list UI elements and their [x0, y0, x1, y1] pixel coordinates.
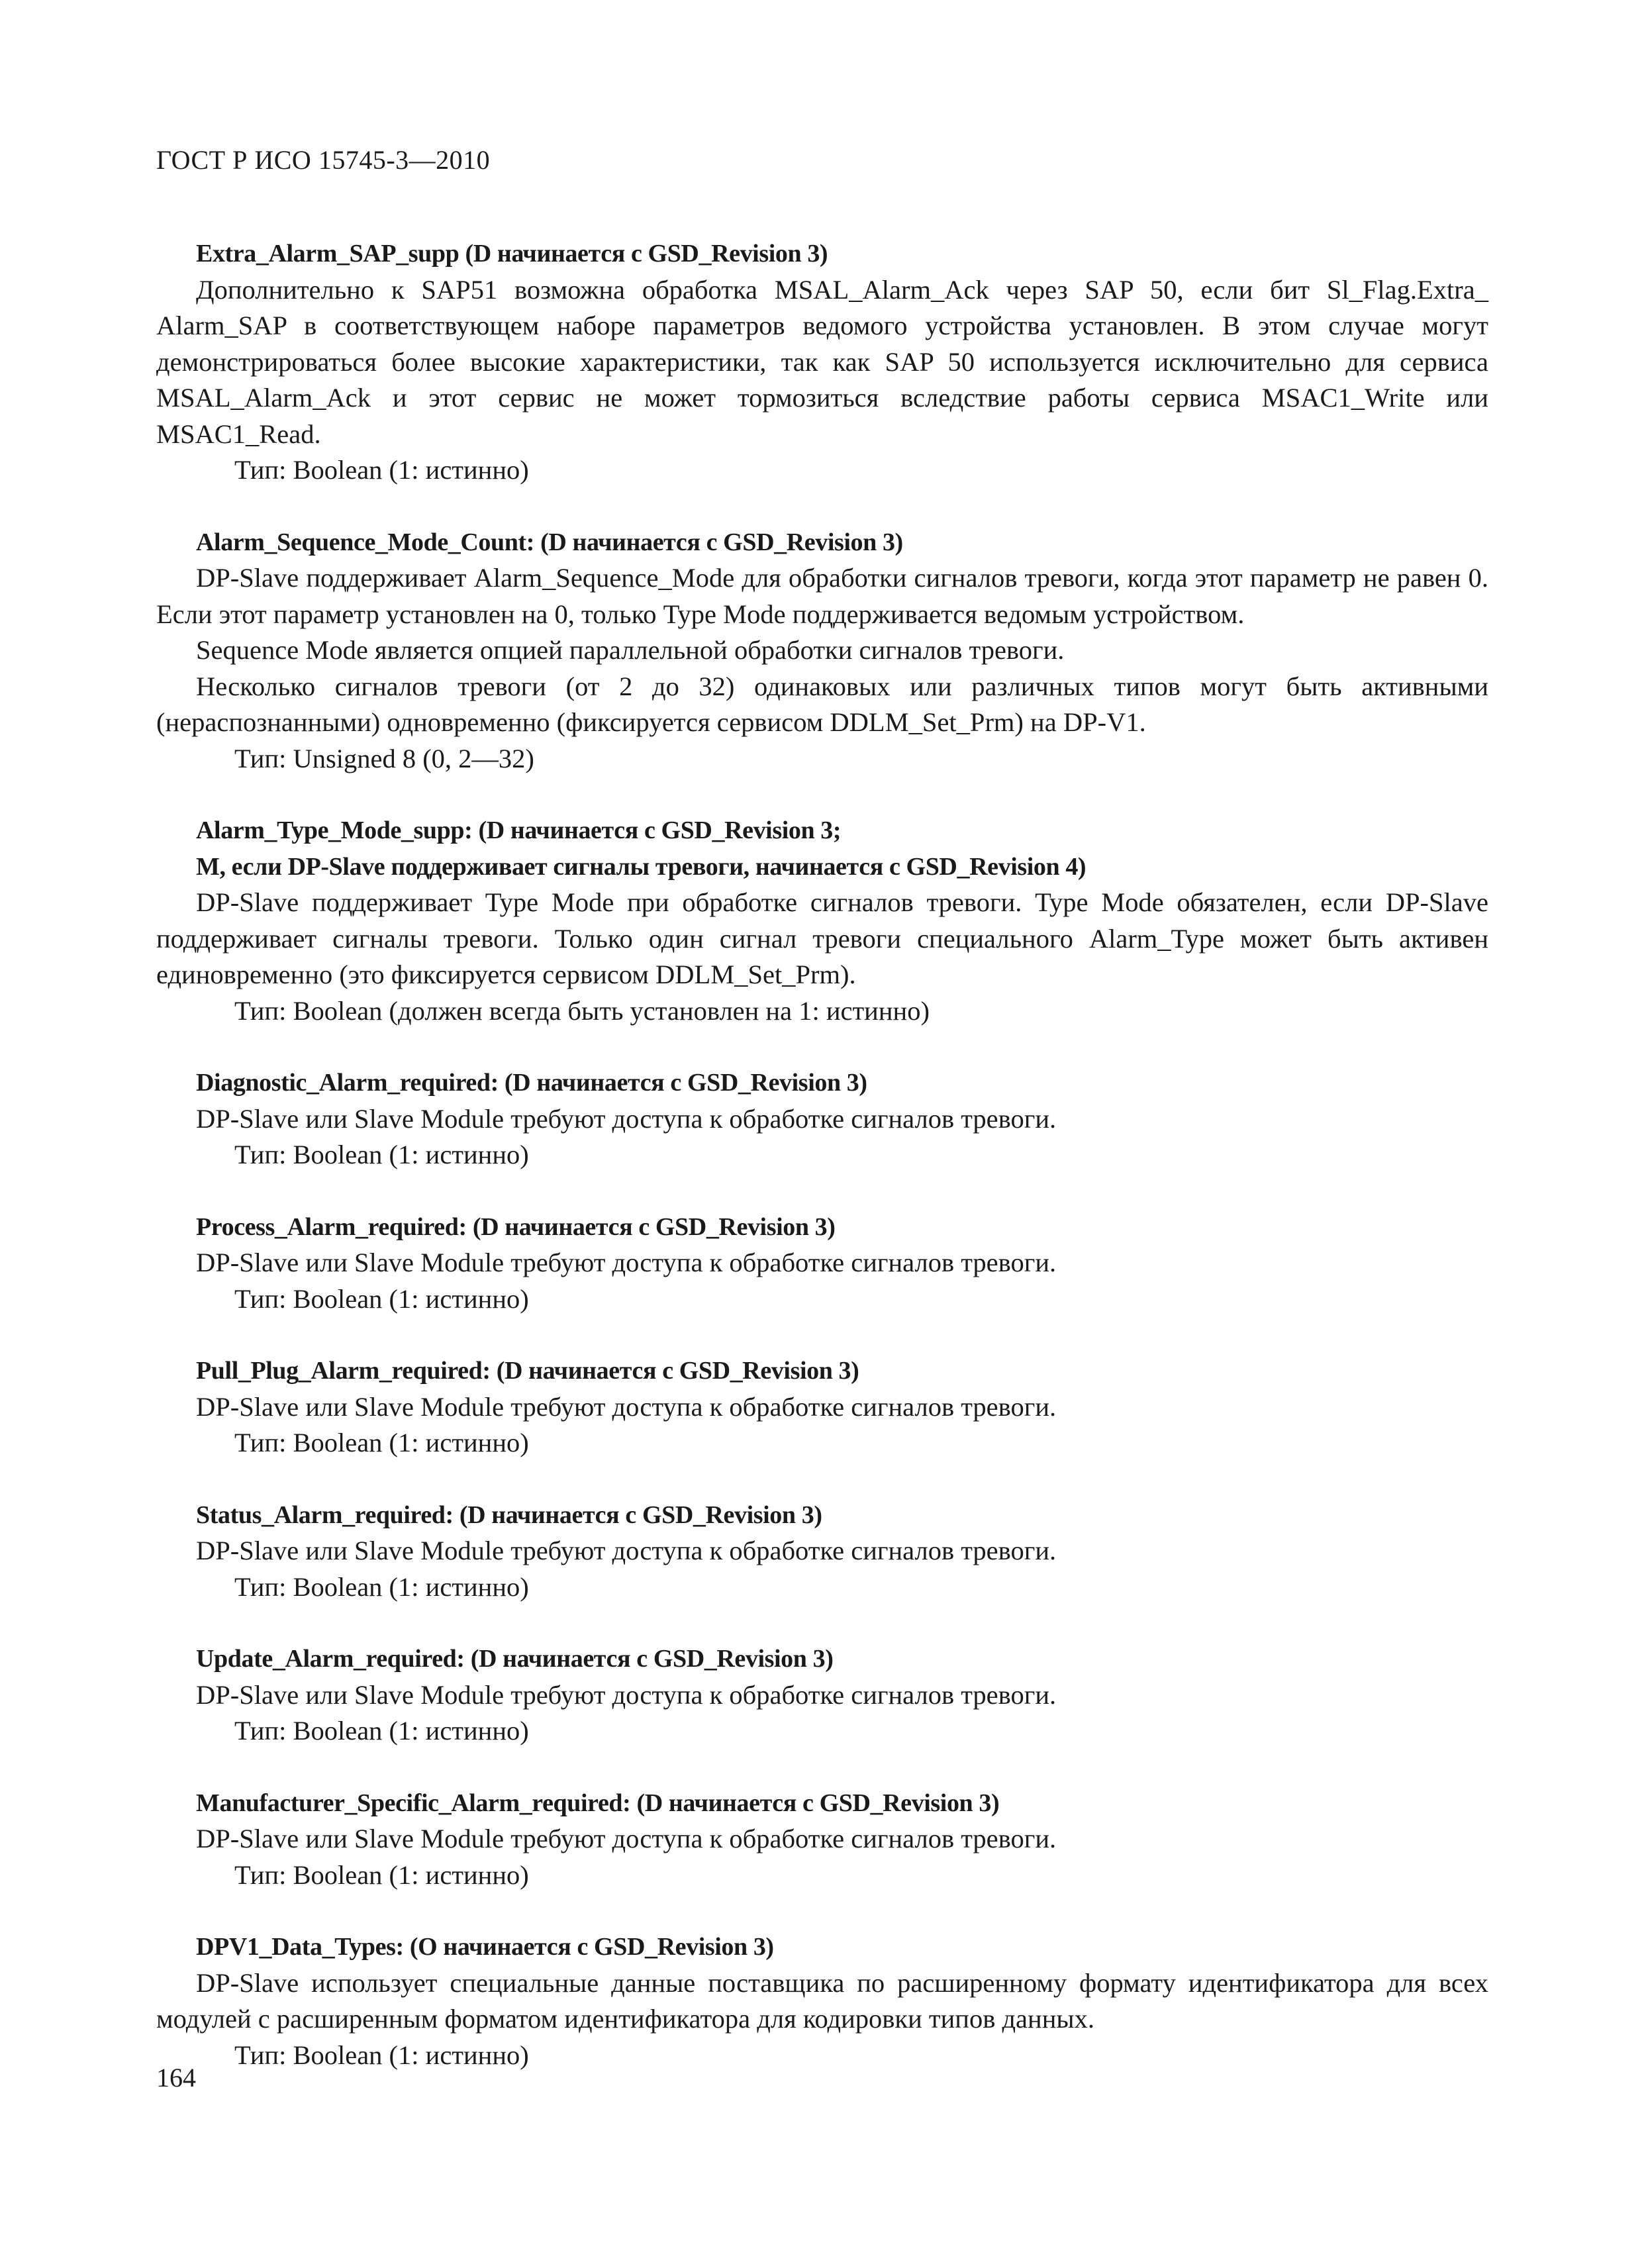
- entry-title: Extra_Alarm_SAP_supp (D начинается с GSD_Revision 3): [196, 240, 828, 268]
- entry-type: Тип: Boolean (1: истинно): [234, 1140, 529, 1169]
- entry-type: Тип: Boolean (1: истинно): [234, 1283, 529, 1314]
- entry-paragraph: DP-Slave использует специальные данные поставщика по расширенному формату идентификатора для всех модулей с расширенным форматом идентификатора для кодировки типов данных.: [156, 1967, 1488, 2034]
- entry-status-alarm-required: [156, 1497, 1488, 1606]
- entry-paragraph: DP-Slave или Slave Module требуют доступа к обработке сигналов тревоги.: [196, 1824, 1057, 1853]
- entry-type: Тип: Boolean (1: истинно): [234, 455, 529, 485]
- entry-paragraph: DP-Slave или Slave Module требуют доступа к обработке сигналов тревоги.: [196, 1679, 1057, 1710]
- entry-type: Тип: Boolean (1: истинно): [234, 1859, 529, 1890]
- entry-extra-alarm-sap-supp: [156, 236, 1488, 489]
- entry-title: Process_Alarm_required: (D начинается с GSD_Revision 3): [196, 1212, 836, 1241]
- entry-process-alarm-required: [156, 1209, 1488, 1318]
- entry-type: Тип: Boolean (1: истинно): [234, 2040, 529, 2070]
- entry-diagnostic-alarm-required: [156, 1065, 1488, 1173]
- entry-update-alarm-required: [156, 1641, 1488, 1750]
- entry-pull-plug-alarm-required: [156, 1353, 1488, 1461]
- entry-title: Diagnostic_Alarm_required: (D начинается с GSD_Revision 3): [196, 1069, 867, 1097]
- entry-type: Тип: Boolean (1: истинно): [234, 1716, 529, 1746]
- entry-title: Alarm_Type_Mode_supp: (D начинается с GSD_Revision 3;: [196, 816, 842, 844]
- entry-type: Тип: Boolean (должен всегда быть установлен на 1: истинно): [234, 995, 930, 1026]
- entry-alarm-type-mode-supp: [156, 813, 1488, 1029]
- entry-type: Тип: Boolean (1: истинно): [234, 1571, 529, 1602]
- entry-type: Тип: Boolean (1: истинно): [234, 1428, 529, 1457]
- page-number: 164: [156, 2063, 196, 2093]
- document-body: [156, 236, 1488, 2109]
- entry-paragraph: DP-Slave или Slave Module требуют доступа к обработке сигналов тревоги.: [196, 1536, 1057, 1565]
- entry-title: Pull_Plug_Alarm_required: (D начинается с GSD_Revision 3): [196, 1357, 859, 1385]
- entry-paragraph: Несколько сигналов тревоги (от 2 до 32) одинаковых или различных типов могут быть активными (нераспознанными) одновременно (фиксируется сервисом DDLM_Set_Prm) на DP-V1.: [156, 671, 1488, 737]
- running-header: ГОСТ Р ИСО 15745-3—2010: [156, 145, 491, 175]
- entry-type: Тип: Unsigned 8 (0, 2—32): [234, 743, 534, 773]
- entry-alarm-sequence-mode-count: [156, 524, 1488, 777]
- entry-manufacturer-specific-alarm-required: [156, 1785, 1488, 1894]
- entry-title: Alarm_Sequence_Mode_Count: (D начинается с GSD_Revision 3): [196, 528, 903, 556]
- entry-paragraph: DP-Slave или Slave Module требуют доступа к обработке сигналов тревоги.: [196, 1248, 1057, 1277]
- entry-paragraph: DP-Slave поддерживает Type Mode при обработке сигналов тревоги. Type Mode обязателен, если DP-Slave поддерживает сигналы тревоги. Только один сигнал тревоги специального Alarm_Type может быть активен единовременно (это фиксируется сервисом DDLM_Set_Prm).: [156, 887, 1488, 989]
- entry-paragraph: DP-Slave или Slave Module требуют доступа к обработке сигналов тревоги.: [196, 1391, 1057, 1422]
- entry-paragraph: Sequence Mode является опцией параллельной обработки сигналов тревоги.: [196, 635, 1065, 665]
- entry-title: DPV1_Data_Types: (O начинается с GSD_Revision 3): [196, 1933, 774, 1961]
- entry-title: Manufacturer_Specific_Alarm_required: (D начинается с GSD_Revision 3): [196, 1789, 1000, 1817]
- entry-dpv1-data-types: [156, 1929, 1488, 2073]
- entry-paragraph: DP-Slave или Slave Module требуют доступа к обработке сигналов тревоги.: [196, 1103, 1057, 1134]
- entry-paragraph: Дополнительно к SAP51 возможна обработка MSAL_Alarm_Ack через SAP 50, если бит Sl_Flag.Extra_ Alarm_SAP в соответствующем наборе параметров ведомого устройства установлен. В этом случае могут демонстрироваться более высокие характеристики, так как SAP 50 используется исключительно для сервиса MSAL_Alarm_Ack и этот сервис не может тормозиться вследствие работы сервиса MSAC1_Write или MSAC1_Read.: [156, 274, 1488, 449]
- entry-title-continuation: M, если DP-Slave поддерживает сигналы тревоги, начинается с GSD_Revision 4): [196, 852, 1087, 881]
- entry-title: Update_Alarm_required: (D начинается с GSD_Revision 3): [196, 1645, 834, 1673]
- entry-title: Status_Alarm_required: (D начинается с GSD_Revision 3): [196, 1501, 822, 1529]
- entry-paragraph: DP-Slave поддерживает Alarm_Sequence_Mode для обработки сигналов тревоги, когда этот параметр не равен 0. Если этот параметр установлен на 0, только Type Mode поддерживается ведомым устройством.: [156, 563, 1488, 629]
